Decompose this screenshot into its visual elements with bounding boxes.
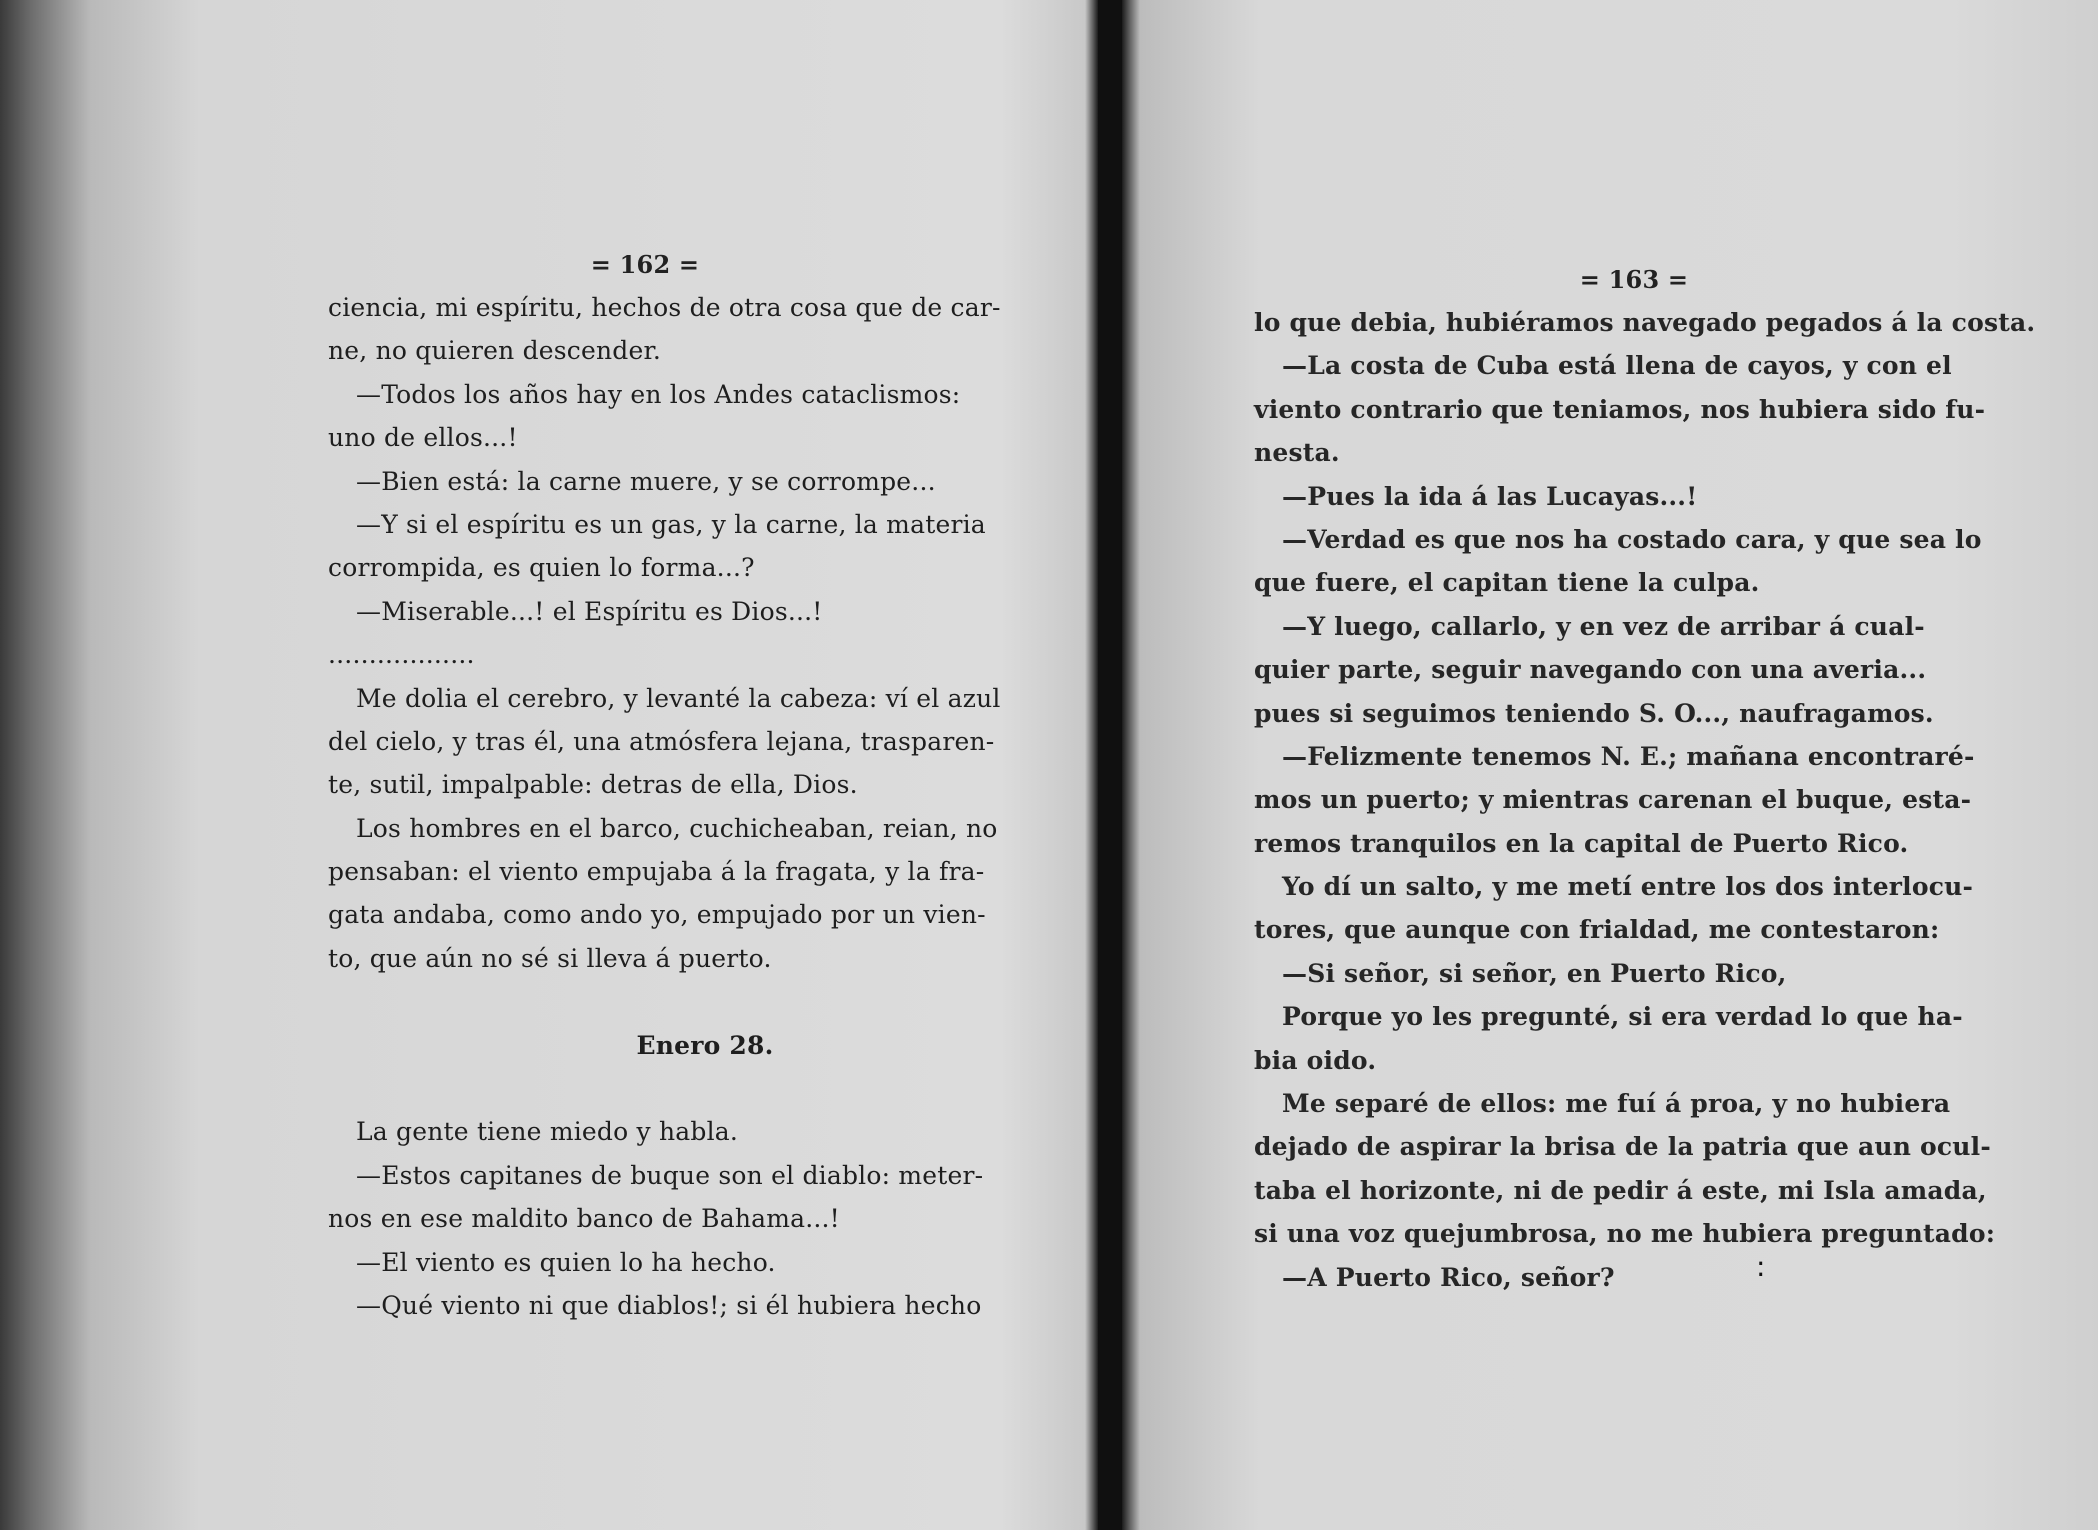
text-line: gata andaba, como ando yo, empujado por un vien- xyxy=(328,900,986,930)
text-line: —Bien está: la carne muere, y se corrompe... xyxy=(356,466,936,496)
text-line: te, sutil, impalpable: detras de ella, Dios. xyxy=(328,770,858,800)
text-line: —Verdad es que nos ha costado cara, y que sea lo xyxy=(1282,524,1982,554)
book-gutter xyxy=(1098,0,1122,1530)
text-line: —Miserable...! el Espíritu es Dios...! xyxy=(356,596,823,626)
text-line: mos un puerto; y mientras carenan el buque, esta- xyxy=(1254,785,1972,815)
spacer xyxy=(328,1067,962,1110)
text-line: Yo dí un salto, y me metí entre los dos interlocu- xyxy=(1282,872,1974,902)
text-line: uno de ellos...! xyxy=(328,423,518,453)
text-line: —Y luego, callarlo, y en vez de arribar á cual- xyxy=(1282,611,1925,641)
text-line: pensaban: el viento empujaba á la fragata, y la fra- xyxy=(328,857,985,887)
text-line: to, que aún no sé si lleva á puerto. xyxy=(328,943,772,973)
right-page-number: = 163 = xyxy=(1579,265,1689,294)
text-line: quier parte, seguir navegando con una averia... xyxy=(1254,655,1927,685)
text-line: —Pues la ida á las Lucayas...! xyxy=(1282,481,1698,511)
text-line: —La costa de Cuba está llena de cayos, y con el xyxy=(1282,351,1952,381)
left-text-block xyxy=(328,243,1001,1327)
text-line: lo que debia, hubiéramos navegado pegados á la costa. xyxy=(1254,308,2036,337)
text-line: nos en ese maldito banco de Bahama...! xyxy=(328,1204,840,1234)
text-line: ciencia, mi espíritu, hechos de otra cosa que de car- xyxy=(328,293,1001,322)
text-line: bia oido. xyxy=(1254,1045,1377,1075)
right-page xyxy=(1122,0,2098,1530)
date-heading: Enero 28. xyxy=(636,1030,774,1060)
text-line: —Estos capitanes de buque son el diablo: meter- xyxy=(356,1160,984,1190)
text-line: —Qué viento ni que diablos!; si él hubiera hecho xyxy=(356,1290,982,1320)
text-line: Porque yo les pregunté, si era verdad lo que ha- xyxy=(1282,1002,1963,1032)
text-line: —El viento es quien lo ha hecho. xyxy=(356,1247,776,1277)
text-line: del cielo, y tras él, una atmósfera lejana, trasparen- xyxy=(328,726,995,756)
text-line: viento contrario que teniamos, nos hubiera sido fu- xyxy=(1254,394,1986,424)
text-line: si una voz quejumbrosa, no me hubiera preguntado: xyxy=(1254,1219,1996,1249)
spacer xyxy=(328,980,962,1023)
right-text-block xyxy=(1254,258,2036,1299)
text-line: tores, que aunque con frialdad, me contestaron: xyxy=(1254,915,1940,945)
text-line: ne, no quieren descender. xyxy=(328,336,662,366)
text-line: Los hombres en el barco, cuchicheaban, reian, no xyxy=(356,813,998,843)
text-line: que fuere, el capitan tiene la culpa. xyxy=(1254,568,1760,598)
right-paragraphs xyxy=(1254,301,2036,1299)
text-line: .................. xyxy=(328,640,475,670)
text-line: Me separé de ellos: me fuí á proa, y no hubiera xyxy=(1282,1089,1951,1119)
text-line: corrompida, es quien lo forma...? xyxy=(328,553,755,583)
text-line: —Felizmente tenemos N. E.; mañana encontraré- xyxy=(1282,741,1975,771)
text-line: Me dolia el cerebro, y levanté la cabeza: ví el azul xyxy=(356,683,1001,713)
text-line: —Si señor, si señor, en Puerto Rico, xyxy=(1282,958,1787,988)
text-line: —Todos los años hay en los Andes cataclismos: xyxy=(356,379,961,409)
text-line: remos tranquilos en la capital de Puerto Rico. xyxy=(1254,828,1909,858)
text-line: La gente tiene miedo y habla. xyxy=(356,1117,739,1147)
text-line: —A Puerto Rico, señor? xyxy=(1282,1262,1615,1292)
text-line: pues si seguimos teniendo S. O..., naufragamos. xyxy=(1254,698,1934,728)
text-line: —Y si el espíritu es un gas, y la carne, la materia xyxy=(356,509,986,539)
left-paragraphs-after xyxy=(328,1110,984,1327)
ornament-mark: : xyxy=(1756,1250,1766,1283)
left-page-number: = 162 = xyxy=(590,250,700,279)
left-paragraphs xyxy=(328,286,1001,980)
text-line: taba el horizonte, ni de pedir á este, mi Isla amada, xyxy=(1254,1175,1987,1205)
text-line: dejado de aspirar la brisa de la patria que aun ocul- xyxy=(1254,1132,1991,1162)
text-line: nesta. xyxy=(1254,438,1340,468)
